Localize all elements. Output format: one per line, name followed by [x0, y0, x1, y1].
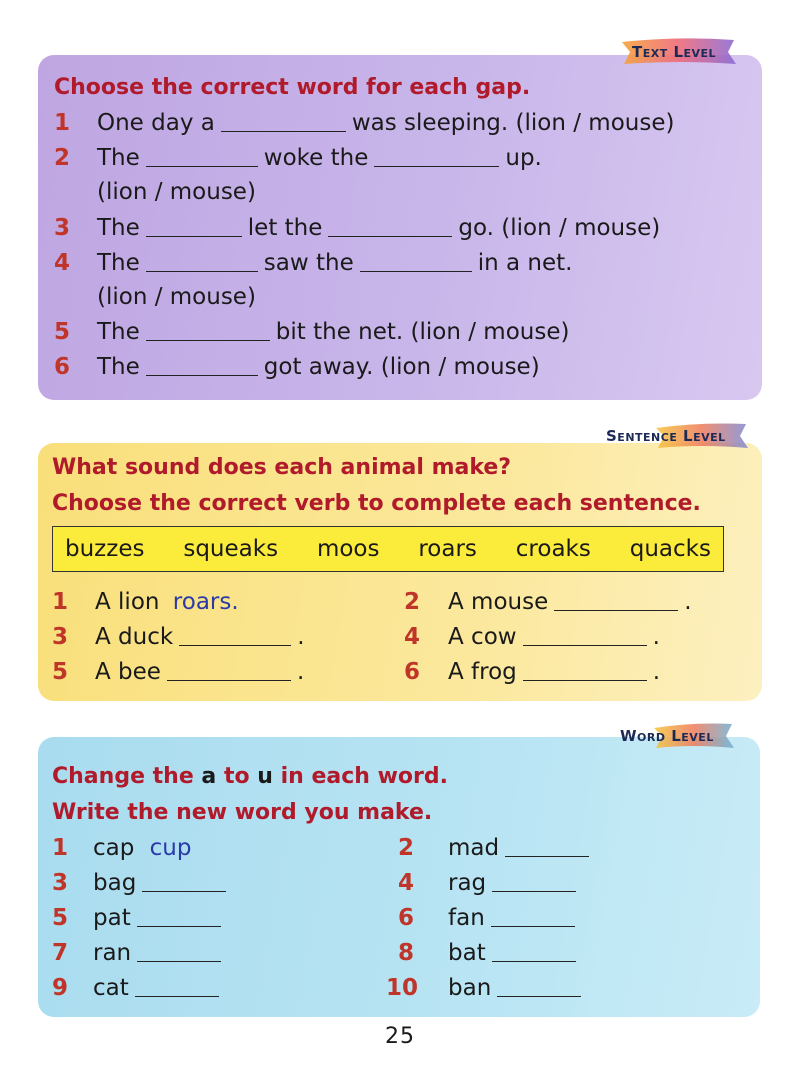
- word-row: [93, 936, 227, 970]
- item-number: 3: [52, 624, 69, 650]
- sentence-text: bit the net. (lion / mouse): [275, 319, 570, 345]
- sentence-row: [97, 141, 542, 175]
- answer-gap[interactable]: [167, 658, 291, 681]
- sentence-text: let the: [247, 215, 323, 241]
- sentence-row: A mouse .: [448, 589, 692, 615]
- word-row: [448, 831, 595, 865]
- sentence-level-badge-label: Sentence Level: [606, 427, 726, 445]
- word-row: [93, 831, 191, 865]
- answer-gap[interactable]: [374, 144, 499, 167]
- word-level-heading-line2: Write the new word you make.: [52, 800, 433, 825]
- handwritten-answer: cup: [149, 835, 192, 861]
- item-number: 4: [398, 870, 415, 896]
- sentence-row: [97, 350, 540, 384]
- heading-letter-a: a: [201, 764, 217, 789]
- word-text: cat: [93, 975, 129, 1001]
- item-number: 4: [404, 624, 421, 650]
- sentence-text: A cow: [448, 624, 517, 650]
- sentence-text: The: [97, 354, 140, 380]
- word-text: ran: [93, 940, 132, 966]
- answer-gap[interactable]: [492, 869, 576, 892]
- sentence-text: woke the: [263, 145, 369, 171]
- verb-option[interactable]: buzzes: [65, 536, 145, 562]
- word-text: cap: [93, 835, 135, 861]
- sentence-text: The: [97, 250, 140, 276]
- heading-text: Change the: [52, 764, 194, 789]
- word-text: rag: [448, 870, 487, 896]
- sentence-row: [97, 315, 569, 349]
- word-text: mad: [448, 835, 500, 861]
- sentence-text: The: [97, 145, 140, 171]
- answer-gap[interactable]: [142, 869, 226, 892]
- verb-option[interactable]: quacks: [629, 536, 711, 562]
- word-row: [93, 866, 232, 900]
- sentence-row-continued: (lion / mouse): [97, 179, 256, 205]
- sentence-text: got away. (lion / mouse): [263, 354, 540, 380]
- sentence-text: A duck: [95, 624, 174, 650]
- sentence-text: A lion: [95, 589, 160, 615]
- sentence-level-heading-line2: Choose the correct verb to complete each sentence.: [52, 491, 701, 516]
- sentence-text: The: [97, 215, 140, 241]
- word-row: [93, 901, 227, 935]
- item-number: 9: [52, 975, 69, 1001]
- item-number: 7: [52, 940, 69, 966]
- answer-gap[interactable]: [554, 588, 678, 611]
- answer-gap[interactable]: [135, 974, 219, 997]
- answer-gap[interactable]: [146, 144, 258, 167]
- answer-gap[interactable]: [137, 939, 221, 962]
- answer-gap[interactable]: [328, 214, 452, 237]
- sentence-row: A cow .: [448, 624, 660, 650]
- text-level-heading: Choose the correct word for each gap.: [54, 75, 531, 100]
- answer-gap[interactable]: [523, 623, 647, 646]
- item-number: 6: [54, 354, 71, 380]
- sentence-text: saw the: [263, 250, 354, 276]
- word-level-badge-label: Word Level: [620, 727, 714, 745]
- answer-gap[interactable]: [179, 623, 291, 646]
- heading-text: in each word.: [280, 764, 448, 789]
- item-number: 6: [398, 905, 415, 931]
- item-number: 8: [398, 940, 415, 966]
- word-level-heading-line1: [52, 759, 448, 795]
- word-level-badge: [614, 720, 738, 750]
- answer-gap[interactable]: [146, 318, 270, 341]
- item-number: 5: [52, 905, 69, 931]
- answer-gap[interactable]: [146, 353, 258, 376]
- sentence-text: up.: [505, 145, 542, 171]
- item-number: 4: [54, 250, 71, 276]
- answer-gap[interactable]: [492, 939, 576, 962]
- item-number: 5: [52, 659, 69, 685]
- word-row: [448, 866, 582, 900]
- item-number: 2: [54, 145, 71, 171]
- word-text: pat: [93, 905, 131, 931]
- answer-gap[interactable]: [523, 658, 647, 681]
- sentence-text: A frog: [448, 659, 517, 685]
- item-number: 2: [404, 589, 421, 615]
- word-text: fan: [448, 905, 485, 931]
- answer-gap[interactable]: [146, 214, 242, 237]
- word-text: bag: [93, 870, 137, 896]
- answer-gap[interactable]: [491, 904, 575, 927]
- sentence-level-badge: [600, 420, 750, 450]
- verb-option[interactable]: roars: [418, 536, 477, 562]
- item-number: 1: [54, 110, 71, 136]
- sentence-text: go. (lion / mouse): [458, 215, 661, 241]
- item-number: 1: [52, 589, 69, 615]
- text-level-badge-label: Text Level: [632, 43, 717, 61]
- answer-gap[interactable]: [137, 904, 221, 927]
- answer-gap[interactable]: [360, 249, 472, 272]
- sentence-row: A duck .: [95, 624, 305, 650]
- item-number: 5: [54, 319, 71, 345]
- item-number: 1: [52, 835, 69, 861]
- verb-option[interactable]: squeaks: [183, 536, 279, 562]
- answer-gap[interactable]: [146, 249, 258, 272]
- item-number: 6: [404, 659, 421, 685]
- handwritten-answer: roars.: [172, 589, 239, 615]
- verb-option[interactable]: croaks: [515, 536, 591, 562]
- sentence-row: [97, 106, 674, 140]
- heading-letter-u: u: [257, 764, 273, 789]
- answer-gap[interactable]: [497, 974, 581, 997]
- sentence-level-heading-line1: What sound does each animal make?: [52, 455, 512, 480]
- sentence-text: A bee: [95, 659, 161, 685]
- page-number: 25: [385, 1024, 415, 1049]
- item-number: 2: [398, 835, 415, 861]
- text-level-badge: [618, 36, 738, 66]
- word-row: [448, 971, 587, 1005]
- answer-gap[interactable]: [221, 109, 346, 132]
- word-row: [448, 936, 582, 970]
- sentence-text: The: [97, 319, 140, 345]
- sentence-row: [97, 211, 660, 245]
- heading-text: to: [223, 764, 250, 789]
- sentence-text: A mouse: [448, 589, 549, 615]
- item-number: 3: [52, 870, 69, 896]
- sentence-row: A bee .: [95, 659, 305, 685]
- item-number: 3: [54, 215, 71, 241]
- sentence-row: A frog .: [448, 659, 661, 685]
- sentence-text: in a net.: [477, 250, 573, 276]
- sentence-text: One day a: [97, 110, 215, 136]
- word-row: [93, 971, 225, 1005]
- answer-gap[interactable]: [505, 834, 589, 857]
- verb-word-bank: [52, 526, 724, 572]
- sentence-row-continued: (lion / mouse): [97, 284, 256, 310]
- sentence-row: [95, 585, 239, 619]
- sentence-text: was sleeping. (lion / mouse): [351, 110, 675, 136]
- word-text: ban: [448, 975, 492, 1001]
- item-number: 10: [386, 975, 419, 1001]
- verb-option[interactable]: moos: [316, 536, 380, 562]
- word-row: [448, 901, 581, 935]
- sentence-row: [97, 246, 572, 280]
- word-text: bat: [448, 940, 486, 966]
